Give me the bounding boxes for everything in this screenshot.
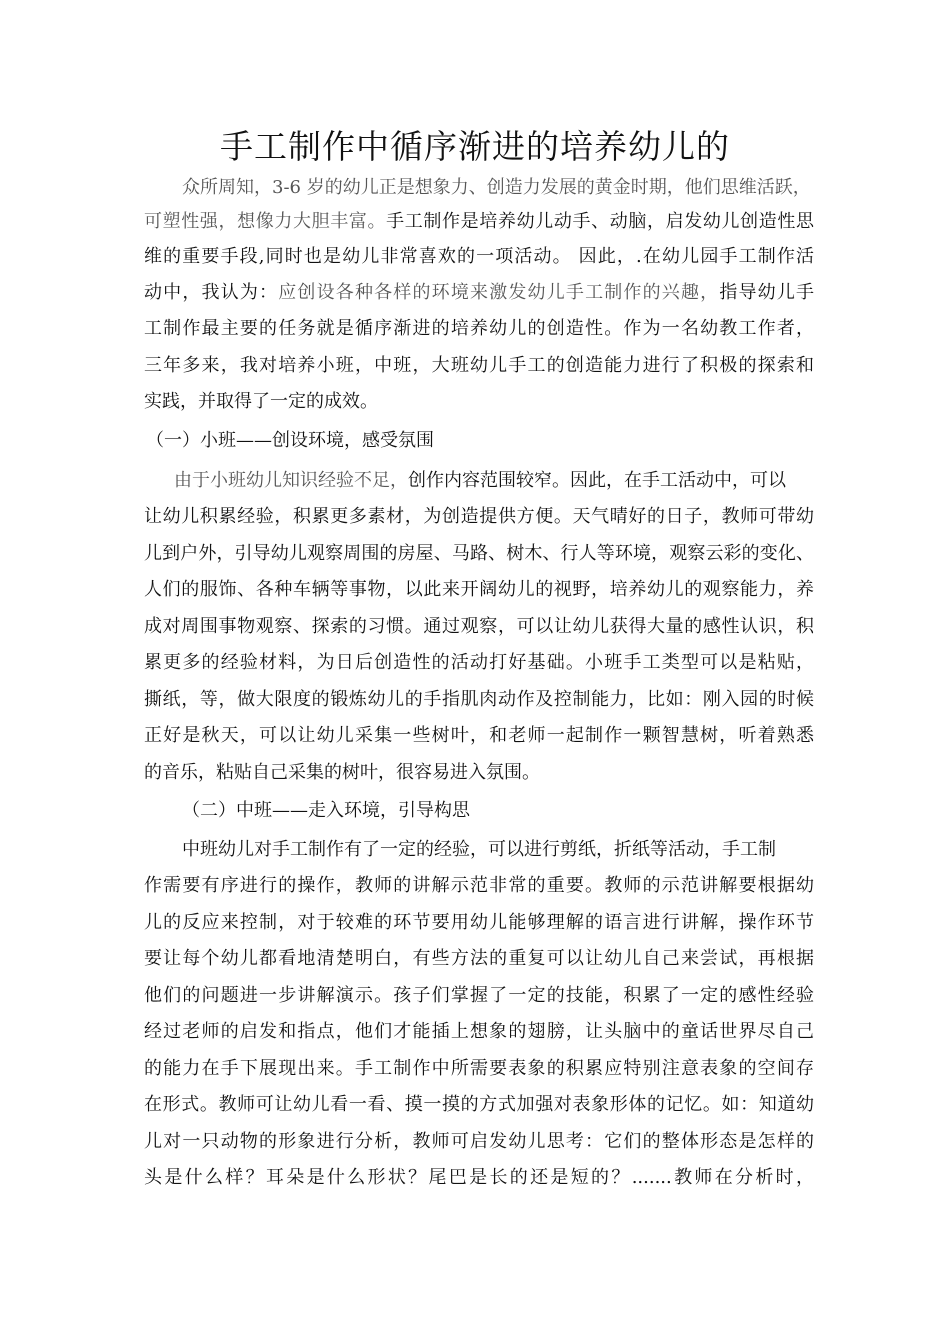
intro-line-3: 维的重要手段,同时也是幼儿非常喜欢的一项活动。 因此，.在幼儿园手工制作活 bbox=[144, 246, 814, 267]
intro-line-4 bbox=[144, 279, 814, 307]
section-2-line-5: 他们的问题进一步讲解演示。孩子们掌握了一定的技能，积累了一定的感性经验 bbox=[144, 985, 814, 1006]
section-1-line-7: 撕纸，等，做大限度的锻炼幼儿的手指肌肉动作及控制能力，比如：刚入园的时候 bbox=[144, 689, 814, 710]
intro-line-4-gray: 应创设各种各样的环境来激发幼儿手工制作的兴趣， bbox=[278, 282, 720, 303]
section-2-heading: （二）中班——走入环境，引导构思 bbox=[182, 800, 470, 821]
section-2-line-7: 的能力在手下展现出来。手工制作中所需要表象的积累应特别注意表象的空间存 bbox=[144, 1058, 814, 1079]
section-1-line-1 bbox=[174, 467, 814, 495]
intro-line-1: 众所周知，3-6 岁的幼儿正是想象力、创造力发展的黄金时期，他们思维活跃， bbox=[182, 177, 811, 198]
section-1-line-8: 正好是秋天，可以让幼儿采集一些树叶，和老师一起制作一颗智慧树，听着熟悉 bbox=[144, 725, 814, 746]
section-1-heading: （一）小班——创设环境，感受氛围 bbox=[146, 430, 434, 451]
intro-line-5: 工制作最主要的任务就是循序渐进的培养幼儿的创造性。作为一名幼教工作者， bbox=[144, 318, 814, 339]
section-2-line-2: 作需要有序进行的操作，教师的讲解示范非常的重要。教师的示范讲解要根据幼 bbox=[144, 875, 814, 896]
document-title: 手工制作中循序渐进的培养幼儿的 bbox=[220, 127, 730, 166]
intro-line-2-lead: 可塑性强，想像力大胆丰富。 bbox=[144, 211, 387, 232]
section-2-line-3: 儿的反应来控制，对于较难的环节要用幼儿能够理解的语言进行讲解，操作环节 bbox=[144, 912, 814, 933]
section-1-line-9: 的音乐，粘贴自己采集的树叶，很容易进入氛围。 bbox=[144, 762, 540, 783]
section-1-line-2: 让幼儿积累经验，积累更多素材，为创造提供方便。天气晴好的日子，教师可带幼 bbox=[144, 506, 814, 527]
section-1-line-5: 成对周围事物观察、探索的习惯。通过观察，可以让幼儿获得大量的感性认识，积 bbox=[144, 616, 814, 637]
intro-line-4-tail: 指导幼儿手 bbox=[719, 282, 815, 303]
intro-line-4-lead: 动中，我认为： bbox=[144, 282, 279, 303]
intro-line-2-rest: 手工制作是培养幼儿动手、动脑，启发幼儿创造性思 bbox=[386, 211, 814, 232]
section-2-line-6: 经过老师的启发和指点，他们才能插上想象的翅膀，让头脑中的童话世界尽自己 bbox=[144, 1021, 814, 1042]
section-1-line-1-lead: 由于小班幼儿知识经验不足， bbox=[174, 470, 408, 491]
section-1-line-4: 人们的服饰、各种车辆等事物，以此来开阔幼儿的视野，培养幼儿的观察能力，养 bbox=[144, 579, 814, 600]
section-1-line-6: 累更多的经验材料，为日后创造性的活动打好基础。小班手工类型可以是粘贴， bbox=[144, 652, 814, 673]
section-2-line-4: 要让每个幼儿都看地清楚明白，有些方法的重复可以让幼儿自己来尝试，再根据 bbox=[144, 948, 814, 969]
section-1-line-1-rest: 创作内容范围较窄。因此，在手工活动中，可以 bbox=[408, 470, 786, 491]
intro-line-2 bbox=[144, 208, 814, 236]
section-2-line-9: 儿对一只动物的形象进行分析，教师可启发幼儿思考：它们的整体形态是怎样的 bbox=[144, 1131, 814, 1152]
section-2-line-1: 中班幼儿对手工制作有了一定的经验，可以进行剪纸，折纸等活动，手工制 bbox=[182, 839, 776, 860]
section-2-line-10: 头是什么样？耳朵是什么形状？尾巴是长的还是短的？.......教师在分析时， bbox=[144, 1167, 814, 1188]
intro-line-6: 三年多来，我对培养小班，中班，大班幼儿手工的创造能力进行了积极的探索和 bbox=[144, 355, 814, 376]
intro-line-7: 实践，并取得了一定的成效。 bbox=[144, 391, 378, 412]
section-1-line-3: 儿到户外，引导幼儿观察周围的房屋、马路、树木、行人等环境，观察云彩的变化、 bbox=[144, 543, 814, 564]
section-2-line-8: 在形式。教师可让幼儿看一看、摸一摸的方式加强对表象形体的记忆。如：知道幼 bbox=[144, 1094, 814, 1115]
